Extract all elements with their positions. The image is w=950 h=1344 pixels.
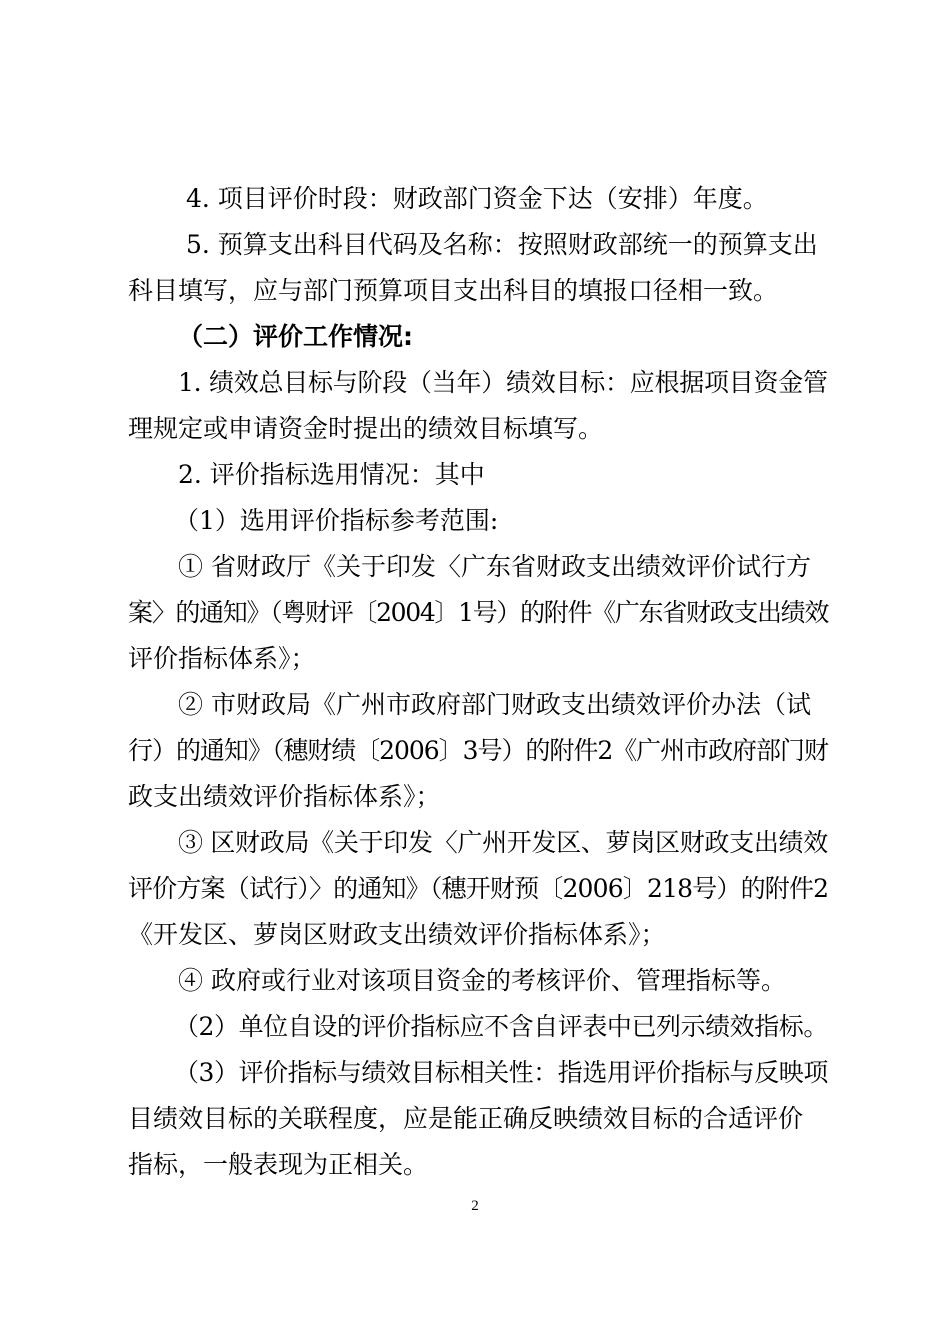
text-line: 行）的通知》（穗财绩〔2006〕3号）的附件2《广州市政府部门财 bbox=[128, 736, 828, 765]
text-line: （3）评价指标与绩效目标相关性：指选用评价指标与反映项 bbox=[174, 1058, 828, 1087]
document-body bbox=[128, 176, 828, 1188]
text-line: 目绩效目标的关联程度，应是能正确反映绩效目标的合适评价 bbox=[128, 1104, 804, 1133]
text-line: 5. 预算支出科目代码及名称：按照财政部统一的预算支出 bbox=[186, 230, 818, 259]
text-line: 《开发区、萝岗区财政支出绩效评价指标体系》； bbox=[128, 920, 666, 949]
text-line: 评价指标体系》； bbox=[128, 644, 316, 673]
text-line: 理规定或申请资金时提出的绩效目标填写。 bbox=[128, 414, 604, 443]
text-line: ① 省财政厅《关于印发〈广东省财政支出绩效评价试行方 bbox=[178, 552, 811, 581]
text-line: （2）单位自设的评价指标应不含自评表中已列示绩效指标。 bbox=[174, 1012, 828, 1041]
section-heading: （二）评价工作情况: bbox=[178, 322, 413, 351]
text-line: 1. 绩效总目标与阶段（当年）绩效目标：应根据项目资金管 bbox=[178, 368, 828, 397]
text-line: （1）选用评价指标参考范围: bbox=[174, 506, 499, 535]
text-line: 案〉的通知》（粤财评〔2004〕1号）的附件《广东省财政支出绩效 bbox=[128, 598, 829, 627]
text-line: ② 市财政局《广州市政府部门财政支出绩效评价办法（试 bbox=[178, 690, 811, 719]
page-number: 2 bbox=[471, 1198, 479, 1214]
text-line: 政支出绩效评价指标体系》； bbox=[128, 782, 441, 811]
text-line: 4. 项目评价时段：财政部门资金下达（安排）年度。 bbox=[186, 184, 768, 213]
text-line: 评价方案（试行）〉的通知》（穗开财预〔2006〕218号）的附件2 bbox=[128, 874, 829, 903]
text-line: 指标，一般表现为正相关。 bbox=[128, 1150, 429, 1179]
text-line: 科目填写，应与部门预算项目支出科目的填报口径相一致。 bbox=[128, 276, 779, 305]
text-line: 2. 评价指标选用情况：其中 bbox=[178, 460, 485, 489]
text-line: ③ 区财政局《关于印发〈广州开发区、萝岗区财政支出绩效 bbox=[178, 828, 828, 857]
text-line: ④ 政府或行业对该项目资金的考核评价、管理指标等。 bbox=[178, 966, 786, 995]
